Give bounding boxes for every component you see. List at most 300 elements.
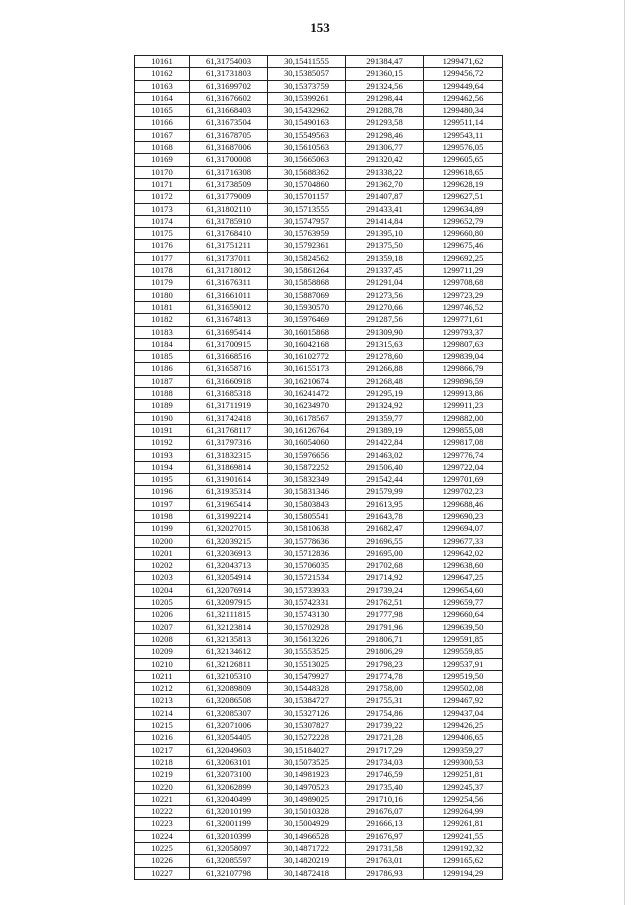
latitude-cell: 61,32010399 <box>190 830 268 842</box>
y-coordinate-cell: 1299194,29 <box>424 867 503 879</box>
point-number-cell: 10195 <box>135 474 190 486</box>
table-row <box>135 818 503 830</box>
table-row <box>135 609 503 621</box>
latitude-cell: 61,31768117 <box>190 424 268 436</box>
longitude-cell: 30,14981923 <box>268 769 346 781</box>
x-coordinate-cell: 291298,46 <box>346 129 424 141</box>
longitude-cell: 30,15701157 <box>268 191 346 203</box>
x-coordinate-cell: 291320,42 <box>346 154 424 166</box>
y-coordinate-cell: 1299591,85 <box>424 633 503 645</box>
x-coordinate-cell: 291806,29 <box>346 646 424 658</box>
longitude-cell: 30,15448328 <box>268 683 346 695</box>
x-coordinate-cell: 291739,22 <box>346 720 424 732</box>
latitude-cell: 61,32076914 <box>190 584 268 596</box>
x-coordinate-cell: 291422,84 <box>346 437 424 449</box>
longitude-cell: 30,15004929 <box>268 818 346 830</box>
x-coordinate-cell: 291324,92 <box>346 400 424 412</box>
longitude-cell: 30,15861264 <box>268 265 346 277</box>
y-coordinate-cell: 1299911,23 <box>424 400 503 412</box>
latitude-cell: 61,31751211 <box>190 240 268 252</box>
point-number-cell: 10194 <box>135 461 190 473</box>
y-coordinate-cell: 1299702,23 <box>424 486 503 498</box>
longitude-cell: 30,15704860 <box>268 178 346 190</box>
y-coordinate-cell: 1299543,11 <box>424 129 503 141</box>
longitude-cell: 30,15976656 <box>268 449 346 461</box>
x-coordinate-cell: 291506,40 <box>346 461 424 473</box>
x-coordinate-cell: 291735,40 <box>346 781 424 793</box>
table-row <box>135 843 503 855</box>
point-number-cell: 10211 <box>135 670 190 682</box>
point-number-cell: 10173 <box>135 203 190 215</box>
longitude-cell: 30,15832349 <box>268 474 346 486</box>
point-number-cell: 10176 <box>135 240 190 252</box>
latitude-cell: 61,32073100 <box>190 769 268 781</box>
longitude-cell: 30,14970523 <box>268 781 346 793</box>
table-row <box>135 424 503 436</box>
table-row <box>135 474 503 486</box>
point-number-cell: 10196 <box>135 486 190 498</box>
y-coordinate-cell: 1299639,50 <box>424 621 503 633</box>
latitude-cell: 61,32097915 <box>190 597 268 609</box>
table-row <box>135 117 503 129</box>
latitude-cell: 61,32039215 <box>190 535 268 547</box>
point-number-cell: 10197 <box>135 498 190 510</box>
point-number-cell: 10189 <box>135 400 190 412</box>
table-row <box>135 240 503 252</box>
longitude-cell: 30,15610563 <box>268 142 346 154</box>
y-coordinate-cell: 1299722,04 <box>424 461 503 473</box>
longitude-cell: 30,15743130 <box>268 609 346 621</box>
longitude-cell: 30,16241472 <box>268 388 346 400</box>
longitude-cell: 30,15792361 <box>268 240 346 252</box>
y-coordinate-cell: 1299807,63 <box>424 338 503 350</box>
x-coordinate-cell: 291337,45 <box>346 265 424 277</box>
point-number-cell: 10190 <box>135 412 190 424</box>
table-row <box>135 277 503 289</box>
y-coordinate-cell: 1299882,00 <box>424 412 503 424</box>
latitude-cell: 61,31901614 <box>190 474 268 486</box>
point-number-cell: 10221 <box>135 793 190 805</box>
latitude-cell: 61,32062899 <box>190 781 268 793</box>
latitude-cell: 61,31737011 <box>190 252 268 264</box>
longitude-cell: 30,15010328 <box>268 806 346 818</box>
point-number-cell: 10212 <box>135 683 190 695</box>
y-coordinate-cell: 1299654,60 <box>424 584 503 596</box>
latitude-cell: 61,32001199 <box>190 818 268 830</box>
x-coordinate-cell: 291384,47 <box>346 56 424 68</box>
longitude-cell: 30,15805541 <box>268 510 346 522</box>
point-number-cell: 10215 <box>135 720 190 732</box>
y-coordinate-cell: 1299660,64 <box>424 609 503 621</box>
point-number-cell: 10225 <box>135 843 190 855</box>
longitude-cell: 30,15742331 <box>268 597 346 609</box>
x-coordinate-cell: 291359,18 <box>346 252 424 264</box>
table-row <box>135 830 503 842</box>
y-coordinate-cell: 1299456,72 <box>424 68 503 80</box>
longitude-cell: 30,14871722 <box>268 843 346 855</box>
point-number-cell: 10182 <box>135 314 190 326</box>
x-coordinate-cell: 291613,95 <box>346 498 424 510</box>
longitude-cell: 30,15872252 <box>268 461 346 473</box>
latitude-cell: 61,32111815 <box>190 609 268 621</box>
longitude-cell: 30,15733933 <box>268 584 346 596</box>
x-coordinate-cell: 291407,87 <box>346 191 424 203</box>
point-number-cell: 10183 <box>135 326 190 338</box>
table-row <box>135 449 503 461</box>
x-coordinate-cell: 291746,59 <box>346 769 424 781</box>
longitude-cell: 30,15513025 <box>268 658 346 670</box>
table-row <box>135 707 503 719</box>
x-coordinate-cell: 291266,88 <box>346 363 424 375</box>
point-number-cell: 10201 <box>135 547 190 559</box>
latitude-cell: 61,32063101 <box>190 756 268 768</box>
x-coordinate-cell: 291579,99 <box>346 486 424 498</box>
latitude-cell: 61,32036913 <box>190 547 268 559</box>
longitude-cell: 30,15706035 <box>268 560 346 572</box>
point-number-cell: 10162 <box>135 68 190 80</box>
y-coordinate-cell: 1299359,27 <box>424 744 503 756</box>
y-coordinate-cell: 1299694,07 <box>424 523 503 535</box>
x-coordinate-cell: 291754,86 <box>346 707 424 719</box>
point-number-cell: 10206 <box>135 609 190 621</box>
longitude-cell: 30,15824562 <box>268 252 346 264</box>
x-coordinate-cell: 291763,01 <box>346 855 424 867</box>
x-coordinate-cell: 291293,58 <box>346 117 424 129</box>
point-number-cell: 10224 <box>135 830 190 842</box>
x-coordinate-cell: 291463,02 <box>346 449 424 461</box>
x-coordinate-cell: 291695,00 <box>346 547 424 559</box>
latitude-cell: 61,32049603 <box>190 744 268 756</box>
latitude-cell: 61,32027015 <box>190 523 268 535</box>
point-number-cell: 10210 <box>135 658 190 670</box>
longitude-cell: 30,15887069 <box>268 289 346 301</box>
table-row <box>135 683 503 695</box>
y-coordinate-cell: 1299618,65 <box>424 166 503 178</box>
x-coordinate-cell: 291270,66 <box>346 301 424 313</box>
x-coordinate-cell: 291710,16 <box>346 793 424 805</box>
y-coordinate-cell: 1299511,14 <box>424 117 503 129</box>
y-coordinate-cell: 1299692,25 <box>424 252 503 264</box>
table-row <box>135 744 503 756</box>
latitude-cell: 61,32089809 <box>190 683 268 695</box>
point-number-cell: 10178 <box>135 265 190 277</box>
point-number-cell: 10184 <box>135 338 190 350</box>
x-coordinate-cell: 291324,56 <box>346 80 424 92</box>
table-row <box>135 732 503 744</box>
table-row <box>135 547 503 559</box>
y-coordinate-cell: 1299839,04 <box>424 351 503 363</box>
longitude-cell: 30,15831346 <box>268 486 346 498</box>
x-coordinate-cell: 291395,10 <box>346 228 424 240</box>
x-coordinate-cell: 291734,03 <box>346 756 424 768</box>
latitude-cell: 61,31869814 <box>190 461 268 473</box>
x-coordinate-cell: 291315,63 <box>346 338 424 350</box>
latitude-cell: 61,31716308 <box>190 166 268 178</box>
point-number-cell: 10181 <box>135 301 190 313</box>
table-row <box>135 166 503 178</box>
y-coordinate-cell: 1299634,89 <box>424 203 503 215</box>
point-number-cell: 10171 <box>135 178 190 190</box>
y-coordinate-cell: 1299647,25 <box>424 572 503 584</box>
point-number-cell: 10172 <box>135 191 190 203</box>
y-coordinate-cell: 1299723,29 <box>424 289 503 301</box>
y-coordinate-cell: 1299471,62 <box>424 56 503 68</box>
x-coordinate-cell: 291786,93 <box>346 867 424 879</box>
latitude-cell: 61,32071006 <box>190 720 268 732</box>
latitude-cell: 61,31685318 <box>190 388 268 400</box>
longitude-cell: 30,15327126 <box>268 707 346 719</box>
x-coordinate-cell: 291717,29 <box>346 744 424 756</box>
x-coordinate-cell: 291702,68 <box>346 560 424 572</box>
latitude-cell: 61,32010199 <box>190 806 268 818</box>
latitude-cell: 61,32058097 <box>190 843 268 855</box>
table-row <box>135 560 503 572</box>
longitude-cell: 30,15712836 <box>268 547 346 559</box>
y-coordinate-cell: 1299675,46 <box>424 240 503 252</box>
point-number-cell: 10193 <box>135 449 190 461</box>
y-coordinate-cell: 1299896,59 <box>424 375 503 387</box>
latitude-cell: 61,31935314 <box>190 486 268 498</box>
longitude-cell: 30,15930570 <box>268 301 346 313</box>
latitude-cell: 61,31668516 <box>190 351 268 363</box>
y-coordinate-cell: 1299576,05 <box>424 142 503 154</box>
y-coordinate-cell: 1299502,08 <box>424 683 503 695</box>
table-row <box>135 437 503 449</box>
longitude-cell: 30,15272228 <box>268 732 346 744</box>
latitude-cell: 61,32134612 <box>190 646 268 658</box>
x-coordinate-cell: 291774,78 <box>346 670 424 682</box>
x-coordinate-cell: 291676,97 <box>346 830 424 842</box>
longitude-cell: 30,15613226 <box>268 633 346 645</box>
point-number-cell: 10205 <box>135 597 190 609</box>
latitude-cell: 61,31738509 <box>190 178 268 190</box>
longitude-cell: 30,15688362 <box>268 166 346 178</box>
point-number-cell: 10168 <box>135 142 190 154</box>
latitude-cell: 61,32054405 <box>190 732 268 744</box>
point-number-cell: 10227 <box>135 867 190 879</box>
table-row <box>135 215 503 227</box>
x-coordinate-cell: 291721,28 <box>346 732 424 744</box>
point-number-cell: 10192 <box>135 437 190 449</box>
point-number-cell: 10216 <box>135 732 190 744</box>
latitude-cell: 61,31700008 <box>190 154 268 166</box>
table-row <box>135 338 503 350</box>
point-number-cell: 10174 <box>135 215 190 227</box>
point-number-cell: 10203 <box>135 572 190 584</box>
x-coordinate-cell: 291306,77 <box>346 142 424 154</box>
latitude-cell: 61,31660918 <box>190 375 268 387</box>
point-number-cell: 10202 <box>135 560 190 572</box>
x-coordinate-cell: 291278,60 <box>346 351 424 363</box>
longitude-cell: 30,16155173 <box>268 363 346 375</box>
latitude-cell: 61,32123814 <box>190 621 268 633</box>
latitude-cell: 61,31678705 <box>190 129 268 141</box>
table-row <box>135 535 503 547</box>
latitude-cell: 61,31779009 <box>190 191 268 203</box>
point-number-cell: 10180 <box>135 289 190 301</box>
scan-edge-line <box>624 0 625 905</box>
table-row <box>135 351 503 363</box>
longitude-cell: 30,15073525 <box>268 756 346 768</box>
point-number-cell: 10226 <box>135 855 190 867</box>
latitude-cell: 61,31659012 <box>190 301 268 313</box>
longitude-cell: 30,16015868 <box>268 326 346 338</box>
point-number-cell: 10204 <box>135 584 190 596</box>
x-coordinate-cell: 291696,55 <box>346 535 424 547</box>
latitude-cell: 61,31992214 <box>190 510 268 522</box>
point-number-cell: 10198 <box>135 510 190 522</box>
point-number-cell: 10218 <box>135 756 190 768</box>
longitude-cell: 30,15778636 <box>268 535 346 547</box>
table-row <box>135 191 503 203</box>
table-row <box>135 400 503 412</box>
longitude-cell: 30,15763959 <box>268 228 346 240</box>
y-coordinate-cell: 1299254,56 <box>424 793 503 805</box>
y-coordinate-cell: 1299192,32 <box>424 843 503 855</box>
y-coordinate-cell: 1299708,68 <box>424 277 503 289</box>
longitude-cell: 30,15713555 <box>268 203 346 215</box>
latitude-cell: 61,32086508 <box>190 695 268 707</box>
y-coordinate-cell: 1299771,61 <box>424 314 503 326</box>
point-number-cell: 10169 <box>135 154 190 166</box>
longitude-cell: 30,15810638 <box>268 523 346 535</box>
y-coordinate-cell: 1299437,04 <box>424 707 503 719</box>
longitude-cell: 30,16178567 <box>268 412 346 424</box>
table-row <box>135 265 503 277</box>
latitude-cell: 61,31695414 <box>190 326 268 338</box>
x-coordinate-cell: 291666,13 <box>346 818 424 830</box>
point-number-cell: 10220 <box>135 781 190 793</box>
page-number: 153 <box>310 20 330 35</box>
x-coordinate-cell: 291714,92 <box>346 572 424 584</box>
y-coordinate-cell: 1299711,29 <box>424 265 503 277</box>
x-coordinate-cell: 291755,31 <box>346 695 424 707</box>
table-row <box>135 486 503 498</box>
table-row <box>135 56 503 68</box>
latitude-cell: 61,31785910 <box>190 215 268 227</box>
y-coordinate-cell: 1299817,08 <box>424 437 503 449</box>
latitude-cell: 61,31832315 <box>190 449 268 461</box>
x-coordinate-cell: 291542,44 <box>346 474 424 486</box>
longitude-cell: 30,15549563 <box>268 129 346 141</box>
point-number-cell: 10175 <box>135 228 190 240</box>
y-coordinate-cell: 1299746,52 <box>424 301 503 313</box>
table-row <box>135 388 503 400</box>
longitude-cell: 30,15665063 <box>268 154 346 166</box>
table-row <box>135 375 503 387</box>
longitude-cell: 30,15307827 <box>268 720 346 732</box>
longitude-cell: 30,15702928 <box>268 621 346 633</box>
longitude-cell: 30,15385057 <box>268 68 346 80</box>
y-coordinate-cell: 1299793,37 <box>424 326 503 338</box>
y-coordinate-cell: 1299300,53 <box>424 756 503 768</box>
x-coordinate-cell: 291287,56 <box>346 314 424 326</box>
x-coordinate-cell: 291298,44 <box>346 92 424 104</box>
point-number-cell: 10223 <box>135 818 190 830</box>
point-number-cell: 10179 <box>135 277 190 289</box>
longitude-cell: 30,15384727 <box>268 695 346 707</box>
table-row <box>135 326 503 338</box>
x-coordinate-cell: 291676,07 <box>346 806 424 818</box>
x-coordinate-cell: 291758,00 <box>346 683 424 695</box>
table-row <box>135 510 503 522</box>
longitude-cell: 30,15721534 <box>268 572 346 584</box>
latitude-cell: 61,32105310 <box>190 670 268 682</box>
longitude-cell: 30,16042168 <box>268 338 346 350</box>
x-coordinate-cell: 291295,19 <box>346 388 424 400</box>
y-coordinate-cell: 1299251,81 <box>424 769 503 781</box>
point-number-cell: 10164 <box>135 92 190 104</box>
latitude-cell: 61,31661011 <box>190 289 268 301</box>
latitude-cell: 61,32054914 <box>190 572 268 584</box>
longitude-cell: 30,15411555 <box>268 56 346 68</box>
y-coordinate-cell: 1299426,25 <box>424 720 503 732</box>
latitude-cell: 61,31754003 <box>190 56 268 68</box>
y-coordinate-cell: 1299652,79 <box>424 215 503 227</box>
x-coordinate-cell: 291291,04 <box>346 277 424 289</box>
table-row <box>135 228 503 240</box>
longitude-cell: 30,16102772 <box>268 351 346 363</box>
table-row <box>135 584 503 596</box>
latitude-cell: 61,31802110 <box>190 203 268 215</box>
longitude-cell: 30,15858868 <box>268 277 346 289</box>
x-coordinate-cell: 291731,58 <box>346 843 424 855</box>
y-coordinate-cell: 1299660,80 <box>424 228 503 240</box>
point-number-cell: 10177 <box>135 252 190 264</box>
point-number-cell: 10219 <box>135 769 190 781</box>
y-coordinate-cell: 1299462,56 <box>424 92 503 104</box>
table-row <box>135 301 503 313</box>
latitude-cell: 61,31731803 <box>190 68 268 80</box>
longitude-cell: 30,15184027 <box>268 744 346 756</box>
table-row <box>135 781 503 793</box>
longitude-cell: 30,14989025 <box>268 793 346 805</box>
x-coordinate-cell: 291777,98 <box>346 609 424 621</box>
longitude-cell: 30,15399261 <box>268 92 346 104</box>
point-number-cell: 10208 <box>135 633 190 645</box>
x-coordinate-cell: 291798,23 <box>346 658 424 670</box>
latitude-cell: 61,31699702 <box>190 80 268 92</box>
point-number-cell: 10163 <box>135 80 190 92</box>
latitude-cell: 61,31658716 <box>190 363 268 375</box>
latitude-cell: 61,32085597 <box>190 855 268 867</box>
table-row <box>135 670 503 682</box>
y-coordinate-cell: 1299627,51 <box>424 191 503 203</box>
y-coordinate-cell: 1299264,99 <box>424 806 503 818</box>
latitude-cell: 61,32126811 <box>190 658 268 670</box>
x-coordinate-cell: 291389,19 <box>346 424 424 436</box>
table-row <box>135 289 503 301</box>
y-coordinate-cell: 1299855,08 <box>424 424 503 436</box>
x-coordinate-cell: 291375,50 <box>346 240 424 252</box>
point-number-cell: 10217 <box>135 744 190 756</box>
y-coordinate-cell: 1299913,86 <box>424 388 503 400</box>
y-coordinate-cell: 1299776,74 <box>424 449 503 461</box>
table-row <box>135 720 503 732</box>
point-number-cell: 10188 <box>135 388 190 400</box>
table-row <box>135 80 503 92</box>
point-number-cell: 10166 <box>135 117 190 129</box>
x-coordinate-cell: 291414,84 <box>346 215 424 227</box>
latitude-cell: 61,31797316 <box>190 437 268 449</box>
latitude-cell: 61,31687006 <box>190 142 268 154</box>
table-row <box>135 572 503 584</box>
table-row <box>135 129 503 141</box>
latitude-cell: 61,31768410 <box>190 228 268 240</box>
latitude-cell: 61,31676602 <box>190 92 268 104</box>
y-coordinate-cell: 1299638,60 <box>424 560 503 572</box>
y-coordinate-cell: 1299449,64 <box>424 80 503 92</box>
